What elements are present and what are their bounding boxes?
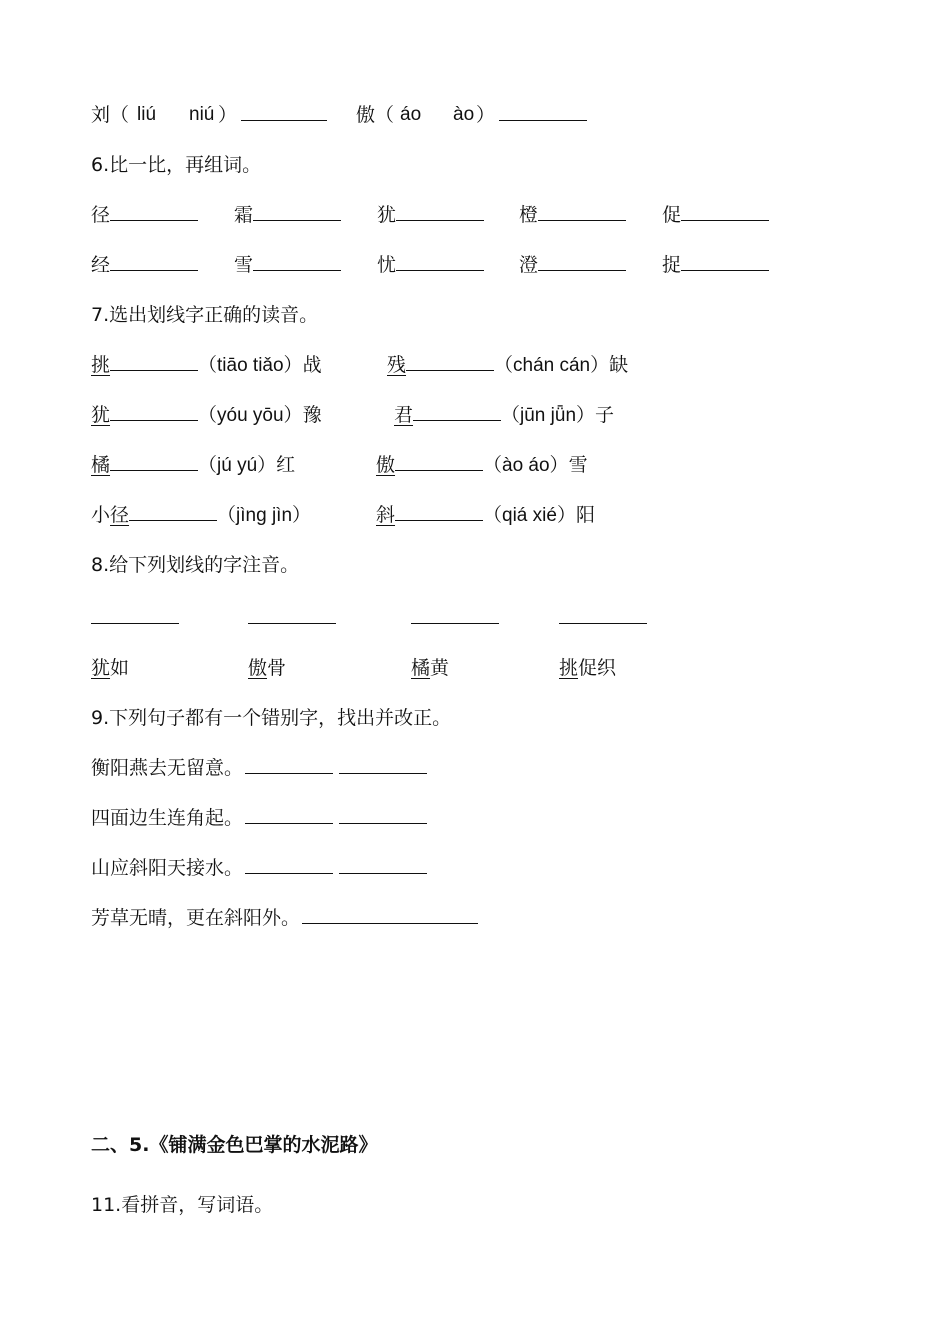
answer-blank[interactable] — [339, 853, 427, 874]
underlined-char: 残 — [387, 354, 407, 376]
answer-blank[interactable] — [681, 200, 769, 221]
pinyin-options: （jú yú） — [198, 455, 277, 476]
answer-blank[interactable] — [499, 100, 587, 121]
answer-blank[interactable] — [413, 400, 501, 421]
underlined-char: 傲 — [248, 657, 268, 679]
answer-blank[interactable] — [110, 400, 198, 421]
answer-blank[interactable] — [559, 603, 647, 624]
word-prefix: 小 — [91, 504, 111, 526]
word-item — [559, 653, 616, 683]
question-7-title: 7.选出划线字正确的读音。 — [91, 304, 319, 326]
word-rest: 红 — [276, 454, 296, 476]
answer-blank[interactable] — [411, 603, 499, 624]
char-ao: 傲 — [356, 104, 376, 126]
underlined-char: 径 — [110, 504, 130, 526]
bracket-close: ） — [218, 104, 238, 126]
question-8-title: 8.给下列划线的字注音。 — [91, 554, 300, 576]
pinyin-option: ào — [453, 104, 475, 125]
word-rest: 豫 — [302, 404, 322, 426]
word-rest: 雪 — [568, 454, 588, 476]
sentence: 芳草无晴，更在斜阳外。 — [91, 907, 301, 929]
pinyin-option: liú — [137, 104, 157, 125]
answer-blank[interactable] — [110, 450, 198, 471]
answer-blank[interactable] — [241, 100, 327, 121]
compare-char: 捉 — [662, 254, 682, 276]
word-item — [91, 653, 129, 683]
compare-char: 澄 — [519, 254, 539, 276]
answer-blank[interactable] — [339, 803, 427, 824]
bracket-open: （ — [375, 104, 395, 126]
underlined-char: 君 — [394, 404, 414, 426]
word-item — [248, 653, 286, 683]
word-rest: 阳 — [575, 504, 595, 526]
answer-blank[interactable] — [396, 250, 484, 271]
sentence: 山应斜阳天接水。 — [91, 857, 244, 879]
char-liu: 刘 — [91, 104, 111, 126]
answer-blank[interactable] — [245, 753, 333, 774]
compare-char: 橙 — [519, 204, 539, 226]
question-9-title: 9.下列句子都有一个错别字，找出并改正。 — [91, 707, 452, 729]
underlined-char: 犹 — [91, 404, 111, 426]
underlined-char: 橘 — [411, 657, 431, 679]
word-item — [411, 653, 449, 683]
underlined-char: 斜 — [376, 504, 396, 526]
underlined-char: 橘 — [91, 454, 111, 476]
pinyin-options: （yóu yōu） — [198, 405, 303, 426]
answer-blank[interactable] — [253, 250, 341, 271]
answer-blank[interactable] — [395, 500, 483, 521]
q9-sentence-2 — [91, 803, 427, 833]
answer-blank[interactable] — [129, 500, 217, 521]
answer-blank[interactable] — [110, 250, 198, 271]
pinyin-options: （jūn jǖn） — [501, 405, 596, 426]
word-rest: 缺 — [609, 354, 629, 376]
q9-sentence-4 — [91, 903, 478, 933]
word-rest: 黄 — [430, 657, 450, 679]
answer-blank[interactable] — [395, 450, 483, 471]
pinyin-options: （tiāo tiǎo） — [198, 355, 303, 376]
answer-blank[interactable] — [302, 903, 478, 924]
compare-char: 忧 — [377, 254, 397, 276]
pinyin-options: （jìng jìn） — [217, 505, 312, 526]
answer-blank[interactable] — [339, 753, 427, 774]
answer-blank[interactable] — [110, 350, 198, 371]
section-heading: 二、5.《铺满金色巴掌的水泥路》 — [91, 1134, 378, 1156]
answer-blank[interactable] — [248, 603, 336, 624]
pinyin-option: niú — [189, 104, 215, 125]
underlined-char: 挑 — [91, 354, 111, 376]
pinyin-options: （ào áo） — [483, 455, 569, 476]
compare-char: 雪 — [234, 254, 254, 276]
answer-blank[interactable] — [91, 603, 179, 624]
question-6-title: 6.比一比，再组词。 — [91, 154, 262, 176]
q9-sentence-1 — [91, 753, 427, 783]
pinyin-options: （qiá xié） — [483, 505, 576, 526]
q9-sentence-3 — [91, 853, 427, 883]
answer-blank[interactable] — [110, 200, 198, 221]
sentence: 四面边生连角起。 — [91, 807, 244, 829]
answer-blank[interactable] — [681, 250, 769, 271]
pinyin-option: áo — [400, 104, 422, 125]
answer-blank[interactable] — [538, 250, 626, 271]
bracket-open: （ — [110, 104, 130, 126]
underlined-char: 挑 — [559, 657, 579, 679]
underlined-char: 傲 — [376, 454, 396, 476]
sentence: 衡阳燕去无留意。 — [91, 757, 244, 779]
word-rest: 骨 — [267, 657, 287, 679]
underlined-char: 犹 — [91, 657, 111, 679]
question-11-title: 11.看拼音，写词语。 — [91, 1194, 274, 1216]
answer-blank[interactable] — [245, 853, 333, 874]
answer-blank[interactable] — [406, 350, 494, 371]
answer-blank[interactable] — [245, 803, 333, 824]
pinyin-options: （chán cán） — [494, 355, 610, 376]
answer-blank[interactable] — [253, 200, 341, 221]
compare-char: 霜 — [234, 204, 254, 226]
compare-char: 经 — [91, 254, 111, 276]
compare-char: 犹 — [377, 204, 397, 226]
word-rest: 如 — [110, 657, 130, 679]
compare-char: 促 — [662, 204, 682, 226]
answer-blank[interactable] — [538, 200, 626, 221]
compare-char: 径 — [91, 204, 111, 226]
answer-blank[interactable] — [396, 200, 484, 221]
word-rest: 促织 — [578, 657, 617, 679]
word-rest: 战 — [302, 354, 322, 376]
word-rest: 子 — [595, 404, 615, 426]
bracket-close: ） — [476, 104, 496, 126]
